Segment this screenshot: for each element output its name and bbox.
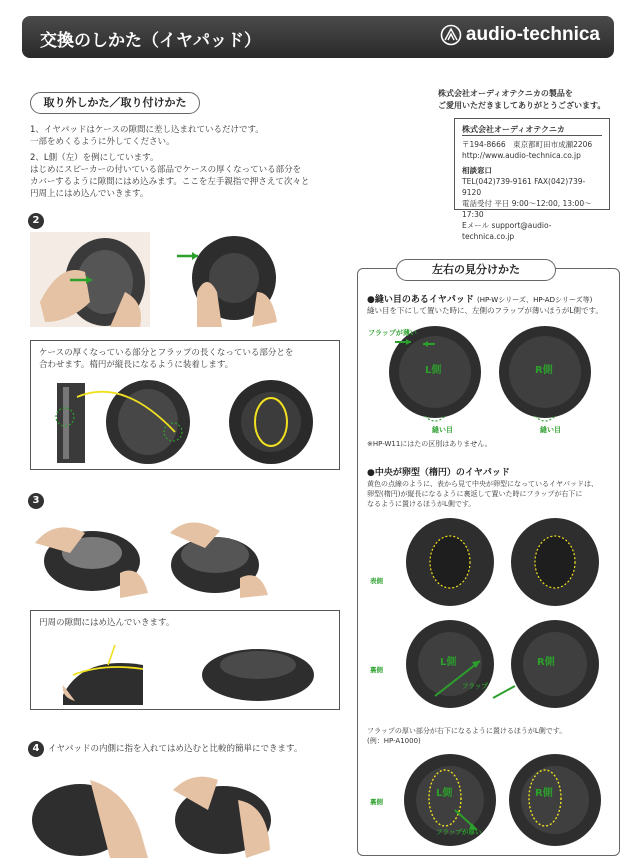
step1-line2: 一部をめくるように外してください。 [30,137,175,147]
step2-line4: 円周上にはめ込んでいきます。 [30,189,149,199]
company-address: 〒194-8666 東京都町田市成瀬2206 [462,140,593,149]
step4-text: イヤパッドの内側に指を入れてはめ込むと比較的簡単にできます。 [48,744,303,754]
step2-line1: 2、L側（左）を例にしています。 [30,153,159,163]
label-R-seam: R側 [535,365,553,376]
sec2-desc-line3: なるように置けるほうがL側です。 [367,500,476,508]
contact-hours: 電話受付 平日 9:00～12:00, 13:00～17:30 [462,199,592,219]
step-number-3: 3 [28,493,44,509]
step1-text [30,124,350,148]
section-pill-left-right: 左右の見分けかた [396,259,556,281]
sec1-series: (HP-Wシリーズ、HP-ADシリーズ等) [477,296,593,304]
step2-text [30,152,350,200]
company-url[interactable]: http://www.audio-technica.co.jp [462,151,581,160]
tip-box-insert-text: 円周の隙間にはめ込んでいきます。 [39,618,175,628]
step2-line3: カバーするように隙間にはめ込みます。ここを左手親指で押さえて次々と [30,177,310,187]
step2-line2: はじめにスピーカーの付いている部品でケースの厚くなっている部分を [30,165,302,175]
contact-title: 相談窓口 [462,166,492,175]
photo-step3-left [30,513,150,598]
tip-box-insert-illustration [53,635,333,707]
step-number-2: 2 [28,213,44,229]
photo-step2-left [30,232,150,327]
seam-label-left: 縫い目 [432,426,453,434]
sec1-title-text: ●縫い目のあるイヤパッド [367,295,474,305]
sec2-desc-line1: 黄色の点線のように、表から見て中央が卵型になっているイヤパッドは、 [367,480,598,488]
tip-box-align [30,340,340,470]
step1-line1: 1、イヤパッドはケースの隙間に差し込まれているだけです。 [30,125,264,135]
sec2-desc [367,479,617,509]
company-intro-line1: 株式会社オーディオテクニカの製品を [438,89,573,98]
audio-technica-logo-icon [440,24,462,46]
page-header [22,16,614,58]
label-L-seam: L側 [425,365,442,376]
step-number-4: 4 [28,741,44,757]
sec2-desc-line2: 卵型(楕円)が縦長になるように裏返して置いた時にフラップが右下に [367,490,583,498]
sec1-note: ※HP-W11にはたの区別はありません。 [367,440,492,448]
flap-label: フラップ [462,682,488,690]
section-pill-remove-attach: 取り外しかた／取り付けかた [30,92,200,114]
tip1-line1: ケースの厚くなっている部分とフラップの長くなっている部分とを [39,348,294,358]
contact-tel: TEL(042)739-9161 FAX(042)739-9120 [462,177,586,197]
sec2-title: ●中央が卵型（楕円）のイヤパッド [367,468,510,478]
oval-earpads-illustration [365,516,615,716]
sec3-desc [367,726,617,746]
brand-logo [440,24,600,46]
back-label-1: 裏側 [370,666,383,674]
flap-thin-label: フラップが薄い [368,329,417,337]
sec1-desc: 縫い目を下にして置いた時に、左側のフラップが薄いほうがL側です。 [367,306,603,315]
company-intro-line2: ご愛用いただきましてありがとうございます。 [438,101,606,110]
seam-label-right: 縫い目 [540,426,561,434]
label-R-thick: R側 [535,788,553,799]
thick-flap-earpads-illustration [365,750,615,850]
company-name: 株式会社オーディオテクニカ [462,124,602,136]
sec3-desc-line1: フラップの厚い部分が右下になるように置けるほうがL側です。 [367,727,567,735]
tip-box-align-illustration [53,377,333,465]
company-intro [438,88,623,112]
photo-step2-right [172,232,284,327]
tip-box-insert [30,610,340,710]
photo-step4-left [30,770,150,858]
sec1-title [367,292,592,305]
brand-name: audio-technica [465,24,600,45]
sec3-desc-line2: (例：HP-A1000) [367,737,421,745]
photo-step4-right [168,770,273,858]
tip-box-align-text [39,347,334,371]
photo-step3-right [160,513,270,598]
contact-email[interactable]: Eメール support@audio-technica.co.jp [462,221,552,241]
label-L-thick: L側 [436,788,453,799]
label-L-oval: L側 [440,657,457,668]
tip1-line2: 合わせます。楕円が縦長になるように装着します。 [39,360,234,370]
flap-thick-label: フラップが厚い [436,828,482,836]
back-label-2: 裏側 [370,798,383,806]
label-R-oval: R側 [537,657,555,668]
company-box [454,118,610,241]
page-title: 交換のしかた（イヤパッド） [40,31,261,51]
front-label-1: 表側 [370,577,383,585]
